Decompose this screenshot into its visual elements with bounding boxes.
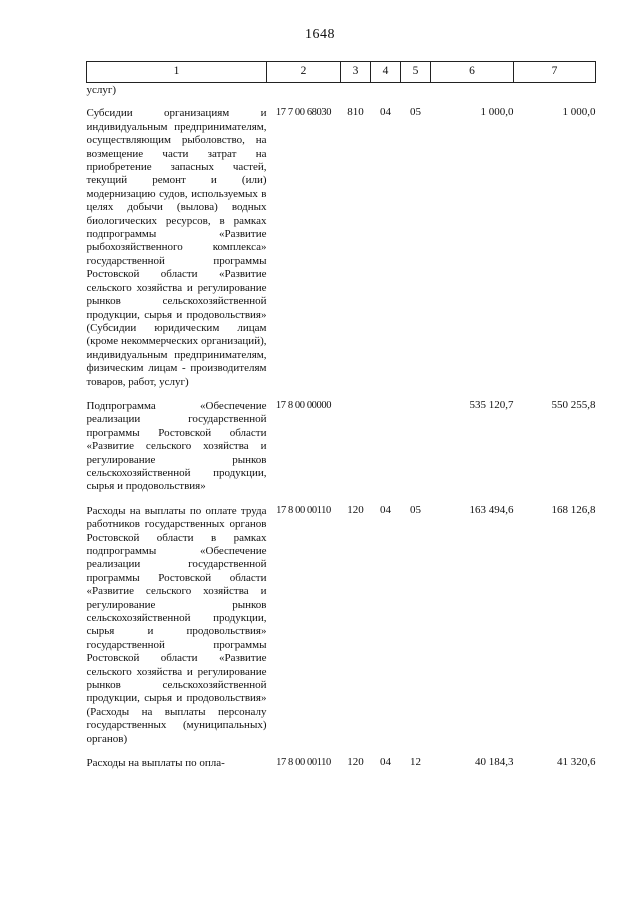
row-subsection: 05 <box>410 503 421 516</box>
header-col-2: 2 <box>267 62 341 83</box>
row-target-code <box>267 83 341 106</box>
row-description: услуг) <box>86 84 117 96</box>
row-subsection: 05 <box>410 106 421 119</box>
page-number: 1648 <box>305 27 335 42</box>
row-section: 04 <box>380 106 391 119</box>
header-col-5: 5 <box>401 62 431 83</box>
row-subsection: 12 <box>410 756 421 769</box>
row-expense-type: 810 <box>347 106 364 119</box>
row-amount-1 <box>431 83 514 106</box>
table-row <box>87 105 596 398</box>
row-amount-1: 40 184,3 <box>475 756 514 769</box>
row-expense-type: 120 <box>347 503 364 516</box>
table-row <box>87 83 596 106</box>
row-amount-1: 535 120,7 <box>469 398 514 411</box>
row-expense-type <box>341 398 371 503</box>
row-description: Расходы на выплаты по опла- <box>86 757 225 770</box>
table-row <box>87 755 596 779</box>
row-target-code: 17 7 00 68030 <box>275 107 332 119</box>
header-col-7: 7 <box>514 62 596 83</box>
row-target-code: 17 8 00 00000 <box>275 399 332 411</box>
row-section <box>371 398 401 503</box>
row-amount-2: 550 255,8 <box>551 398 596 411</box>
header-col-6: 6 <box>431 62 514 83</box>
row-amount-2 <box>514 83 596 106</box>
row-section: 04 <box>380 756 391 769</box>
budget-table <box>86 61 596 780</box>
table-header-row <box>87 62 596 83</box>
header-col-4: 4 <box>371 62 401 83</box>
row-section: 04 <box>380 503 391 516</box>
row-target-code: 17 8 00 00110 <box>276 757 331 769</box>
header-col-3: 3 <box>341 62 371 83</box>
table-row <box>87 398 596 503</box>
row-section <box>371 83 401 106</box>
row-description: Расходы на выплаты по оплате труда работников государственных органов Ростовской области в рамках подпрограммы «Обеспечение реализации государственной программы Ростовской области «Развитие сельского хозяйства и регулирование рынков сельскохозяйственной продукции, сырья и продовольствия» государственной программы Ростовской области «Развитие сельского хозяйства и регулирование рынков сельскохозяйственной продукции, сырья и продовольствия» (Расходы на выплаты персоналу государственных (муниципальных) органов) <box>86 504 267 745</box>
row-amount-1: 1 000,0 <box>480 106 514 119</box>
row-description: Подпрограмма «Обеспечение реализации государственной программы Ростовской области «Развитие сельского хозяйства и регулирование рынков сельскохозяйственной продукции, сырья и продовольствия» <box>86 399 267 493</box>
row-target-code: 17 8 00 00110 <box>276 504 331 516</box>
row-amount-1: 163 494,6 <box>469 503 514 516</box>
header-col-1: 1 <box>87 62 267 83</box>
table-row <box>87 503 596 755</box>
row-amount-2: 1 000,0 <box>562 106 596 119</box>
row-amount-2: 168 126,8 <box>551 503 596 516</box>
row-subsection <box>401 398 431 503</box>
row-subsection <box>401 83 431 106</box>
row-expense-type: 120 <box>347 756 364 769</box>
row-expense-type <box>341 83 371 106</box>
row-description: Субсидии организациям и индивидуальным предпринимателям, осуществляющим рыболовство, на возмещение части затрат на приобретение запасных частей, текущий ремонт и (или) модернизацию судов, используемых в целях добычи (вылова) водных биологических ресурсов, в рамках подпрограммы «Развитие рыбохозяйственного комплекса» государственной программы Ростовской области «Развитие сельского хозяйства и регулирование рынков сельскохозяйственной продукции, сырья и продовольствия» (Субсидии юридическим лицам (кроме некоммерческих организаций), индивидуальным предпринимателям, физическим лицам - производителям товаров, работ, услуг) <box>86 107 267 388</box>
row-amount-2: 41 320,6 <box>557 756 596 769</box>
